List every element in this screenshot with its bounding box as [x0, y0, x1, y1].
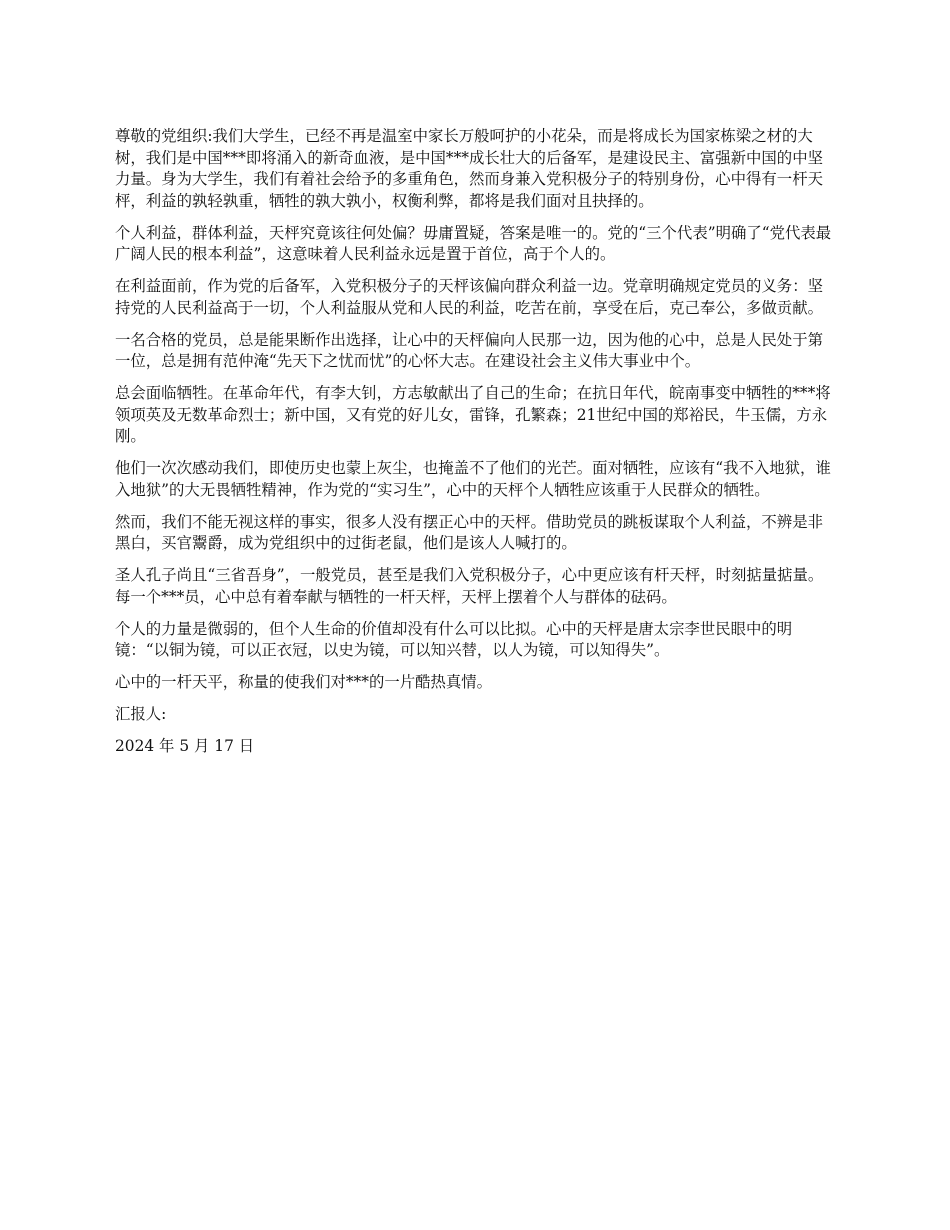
- paragraph-sacrifice-examples: 总会面临牺牲。在革命年代，有李大钊，方志敏献出了自己的生命；在抗日年代，皖南事变中牺牲的***将领项英及无数革命烈士；新中国，又有党的好儿女，雷锋，孔繁森；21世纪中国的郑裕民，牛玉儒，方永刚。: [115, 384, 831, 445]
- paragraph-qualified-member: 一名合格的党员，总是能果断作出选择，让心中的天枰偏向人民那一边，因为他的心中，总是人民处于第一位，总是拥有范仲淹“先天下之忧而忧”的心怀大志。在建设社会主义伟大事业中个。: [115, 330, 823, 370]
- paragraph-wrong-balance: 然而，我们不能无视这样的事实，很多人没有摆正心中的天枰。借助党员的跳板谋取个人利益，不辨是非黑白，买官鬻爵，成为党组织中的过街老鼠，他们是该人人喊打的。: [115, 512, 823, 552]
- reporter-label: 汇报人:: [115, 705, 167, 723]
- paragraph-party-duty: 在利益面前，作为党的后备军，入党积极分子的天枰该偏向群众利益一边。党章明确规定党员的义务：坚持党的人民利益高于一切，个人利益服从党和人民的利益，吃苦在前，享受在后，克己奉公，多做贡献。: [115, 277, 823, 317]
- paragraph-self-reflection: 圣人孔子尚且“三省吾身”，一般党员，甚至是我们入党积极分子，心中更应该有杆天枰，时刻掂量掂量。每一个***员，心中总有着奉献与牺牲的一杆天枰，天枰上摆着个人与群体的砝码。: [115, 566, 824, 606]
- report-date: 2024 年 5 月 17 日: [115, 737, 255, 755]
- paragraph-conclusion: 心中的一杆天平，称量的使我们对***的一片酷热真情。: [115, 673, 493, 691]
- paragraph-interest-choice: 个人利益，群体利益，天枰究竟该往何处偏？毋庸置疑，答案是唯一的。党的“三个代表”明确了“党代表最广阔人民的根本利益”，这意味着人民利益永远是置于首位，高于个人的。: [115, 223, 832, 263]
- paragraph-mirror-quote: 个人的力量是微弱的，但个人生命的价值却没有什么可以比拟。心中的天枰是唐太宗李世民眼中的明镜：“以铜为镜，可以正衣冠，以史为镜，可以知兴替，以人为镜，可以知得失”。: [115, 619, 793, 659]
- paragraph-moved-by-heroes: 他们一次次感动我们，即使历史也蒙上灰尘，也掩盖不了他们的光芒。面对牺牲，应该有“我不入地狱，谁入地狱”的大无畏牺牲精神，作为党的“实习生”，心中的天枰个人牺牲应该重于人民群众的牺牲。: [115, 459, 831, 499]
- paragraph-salutation-intro: 尊敬的党组织:我们大学生，已经不再是温室中家长万般呵护的小花朵，而是将成长为国家栋梁之材的大树，我们是中国***即将涌入的新奇血液，是中国***成长壮大的后备军，是建设民主、富强新中国的中坚力量。身为大学生，我们有着社会给予的多重角色，然而身兼入党积极分子的特别身份，心中得有一杆天枰，利益的孰轻孰重，牺牲的孰大孰小，权衡利弊，都将是我们面对且抉择的。: [115, 127, 823, 210]
- document-body: [115, 126, 837, 768]
